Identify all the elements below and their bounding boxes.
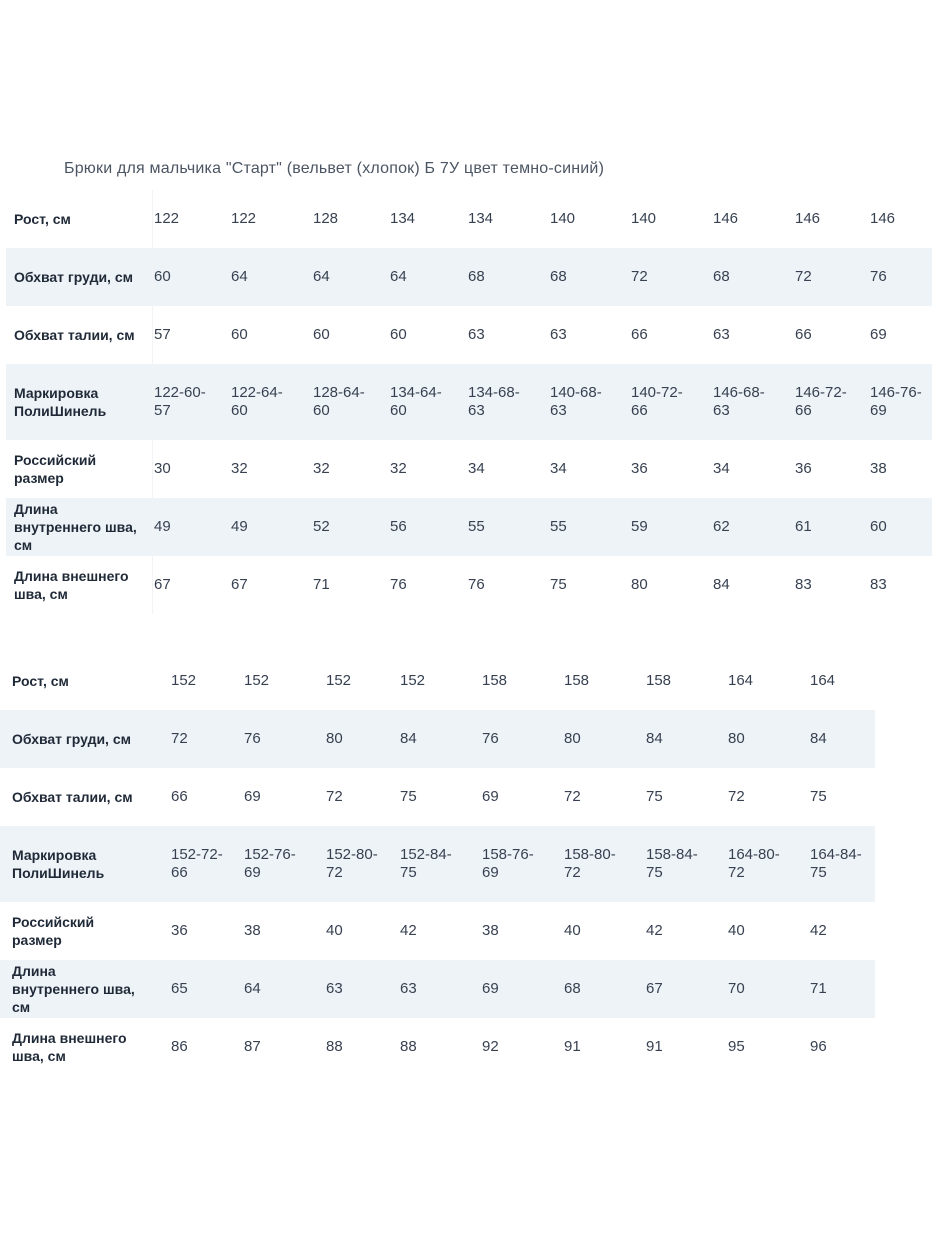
table-cell: 87 bbox=[244, 1038, 261, 1055]
table-cell: 36 bbox=[795, 460, 812, 477]
table-cell: 71 bbox=[313, 576, 330, 593]
table-row bbox=[0, 652, 875, 710]
table-cell: 164 bbox=[728, 672, 754, 689]
row-header: Маркировка ПолиШинель bbox=[14, 385, 107, 419]
size-table-1 bbox=[6, 190, 932, 614]
table-cell: 88 bbox=[326, 1038, 343, 1055]
table-cell: 152-84- 75 bbox=[400, 846, 452, 881]
table-row bbox=[0, 710, 875, 768]
table-cell: 146 bbox=[795, 210, 821, 227]
table-cell: 122 bbox=[154, 210, 180, 227]
table-cell: 49 bbox=[231, 518, 248, 535]
table-cell: 152 bbox=[244, 672, 270, 689]
table-cell: 152 bbox=[326, 672, 352, 689]
table-cell: 66 bbox=[171, 788, 188, 805]
table-cell: 60 bbox=[390, 326, 407, 343]
table-cell: 84 bbox=[646, 730, 663, 747]
table-cell: 91 bbox=[646, 1038, 663, 1055]
table-cell: 68 bbox=[468, 268, 485, 285]
table-row bbox=[6, 306, 932, 364]
table-cell: 158-76- 69 bbox=[482, 846, 534, 881]
row-header: Обхват талии, см bbox=[12, 789, 133, 805]
table-cell: 64 bbox=[244, 980, 261, 997]
table-cell: 75 bbox=[810, 788, 827, 805]
table-cell: 66 bbox=[795, 326, 812, 343]
table-cell: 76 bbox=[390, 576, 407, 593]
table-row bbox=[0, 960, 875, 1018]
table-cell: 60 bbox=[231, 326, 248, 343]
table-cell: 128-64- 60 bbox=[313, 384, 365, 419]
table-row bbox=[6, 440, 932, 498]
table-cell: 64 bbox=[231, 268, 248, 285]
table-cell: 72 bbox=[728, 788, 745, 805]
table-cell: 83 bbox=[870, 576, 887, 593]
table-cell: 34 bbox=[713, 460, 730, 477]
table-cell: 67 bbox=[231, 576, 248, 593]
table-cell: 60 bbox=[313, 326, 330, 343]
table-cell: 49 bbox=[154, 518, 171, 535]
table-cell: 86 bbox=[171, 1038, 188, 1055]
table-cell: 158 bbox=[564, 672, 590, 689]
table-cell: 84 bbox=[713, 576, 730, 593]
table-cell: 36 bbox=[631, 460, 648, 477]
row-header: Маркировка ПолиШинель bbox=[12, 847, 105, 881]
table-cell: 134-68- 63 bbox=[468, 384, 520, 419]
table-cell: 60 bbox=[870, 518, 887, 535]
row-header: Обхват груди, см bbox=[14, 269, 133, 285]
table-cell: 40 bbox=[564, 922, 581, 939]
row-header: Обхват груди, см bbox=[12, 731, 131, 747]
table-cell: 38 bbox=[244, 922, 261, 939]
table-cell: 84 bbox=[810, 730, 827, 747]
table-cell: 152-76- 69 bbox=[244, 846, 296, 881]
table-cell: 61 bbox=[795, 518, 812, 535]
row-header: Рост, см bbox=[14, 211, 71, 227]
table-cell: 68 bbox=[564, 980, 581, 997]
table-cell: 140-68- 63 bbox=[550, 384, 602, 419]
table-cell: 72 bbox=[326, 788, 343, 805]
table-cell: 84 bbox=[400, 730, 417, 747]
table-cell: 36 bbox=[171, 922, 188, 939]
table-cell: 122-64- 60 bbox=[231, 384, 283, 419]
table-cell: 76 bbox=[870, 268, 887, 285]
table-cell: 42 bbox=[810, 922, 827, 939]
table-cell: 72 bbox=[171, 730, 188, 747]
table-cell: 63 bbox=[468, 326, 485, 343]
table-cell: 72 bbox=[631, 268, 648, 285]
table-cell: 88 bbox=[400, 1038, 417, 1055]
table-cell: 64 bbox=[390, 268, 407, 285]
table-cell: 30 bbox=[154, 460, 171, 477]
table-cell: 69 bbox=[482, 980, 499, 997]
table-row bbox=[6, 190, 932, 248]
table-cell: 158-80- 72 bbox=[564, 846, 616, 881]
table-cell: 40 bbox=[728, 922, 745, 939]
table-cell: 83 bbox=[795, 576, 812, 593]
table-cell: 75 bbox=[646, 788, 663, 805]
table-cell: 80 bbox=[564, 730, 581, 747]
table-cell: 62 bbox=[713, 518, 730, 535]
table-cell: 164-84- 75 bbox=[810, 846, 862, 881]
table-cell: 55 bbox=[468, 518, 485, 535]
table-cell: 146-68- 63 bbox=[713, 384, 765, 419]
table-cell: 38 bbox=[870, 460, 887, 477]
row-header: Длина внешнего шва, см bbox=[14, 568, 129, 602]
table-cell: 32 bbox=[231, 460, 248, 477]
table-cell: 56 bbox=[390, 518, 407, 535]
table-cell: 128 bbox=[313, 210, 339, 227]
row-header: Российский размер bbox=[14, 452, 97, 486]
table-cell: 164-80- 72 bbox=[728, 846, 780, 881]
table-cell: 68 bbox=[713, 268, 730, 285]
table-cell: 76 bbox=[244, 730, 261, 747]
table-cell: 67 bbox=[154, 576, 171, 593]
table-cell: 75 bbox=[550, 576, 567, 593]
table-cell: 146-76- 69 bbox=[870, 384, 922, 419]
table-row bbox=[0, 902, 875, 960]
table-cell: 80 bbox=[631, 576, 648, 593]
table-cell: 140 bbox=[550, 210, 576, 227]
table-row bbox=[0, 768, 875, 826]
table-cell: 40 bbox=[326, 922, 343, 939]
table-cell: 52 bbox=[313, 518, 330, 535]
row-header: Длина внутреннего шва, см bbox=[14, 501, 137, 553]
table-cell: 146 bbox=[870, 210, 896, 227]
table-cell: 95 bbox=[728, 1038, 745, 1055]
table-cell: 158-84- 75 bbox=[646, 846, 698, 881]
table-cell: 134-64- 60 bbox=[390, 384, 442, 419]
table-cell: 65 bbox=[171, 980, 188, 997]
table-cell: 72 bbox=[564, 788, 581, 805]
table-cell: 32 bbox=[313, 460, 330, 477]
table-cell: 32 bbox=[390, 460, 407, 477]
table-cell: 122 bbox=[231, 210, 257, 227]
table-cell: 80 bbox=[728, 730, 745, 747]
row-header: Длина внутреннего шва, см bbox=[12, 963, 135, 1015]
table-cell: 146 bbox=[713, 210, 739, 227]
table-cell: 72 bbox=[795, 268, 812, 285]
table-cell: 158 bbox=[482, 672, 508, 689]
table-cell: 64 bbox=[313, 268, 330, 285]
table-cell: 152 bbox=[400, 672, 426, 689]
table-row bbox=[6, 498, 932, 556]
table-cell: 68 bbox=[550, 268, 567, 285]
table-cell: 38 bbox=[482, 922, 499, 939]
table-cell: 63 bbox=[550, 326, 567, 343]
table-cell: 80 bbox=[326, 730, 343, 747]
row-header: Рост, см bbox=[12, 673, 69, 689]
table-cell: 34 bbox=[550, 460, 567, 477]
table-cell: 57 bbox=[154, 326, 171, 343]
table-cell: 152 bbox=[171, 672, 197, 689]
table-cell: 69 bbox=[482, 788, 499, 805]
table-cell: 96 bbox=[810, 1038, 827, 1055]
table-cell: 42 bbox=[400, 922, 417, 939]
table-cell: 152-72- 66 bbox=[171, 846, 223, 881]
table-cell: 76 bbox=[482, 730, 499, 747]
table-cell: 59 bbox=[631, 518, 648, 535]
table-cell: 69 bbox=[870, 326, 887, 343]
table-cell: 140 bbox=[631, 210, 657, 227]
table-cell: 134 bbox=[468, 210, 494, 227]
row-header: Длина внешнего шва, см bbox=[12, 1030, 127, 1064]
table-cell: 66 bbox=[631, 326, 648, 343]
table-cell: 152-80- 72 bbox=[326, 846, 378, 881]
table-cell: 91 bbox=[564, 1038, 581, 1055]
page-title: Брюки для мальчика "Старт" (вельвет (хлопок) Б 7У цвет темно-синий) bbox=[64, 160, 605, 177]
table-cell: 134 bbox=[390, 210, 416, 227]
column-divider bbox=[152, 190, 153, 614]
table-cell: 34 bbox=[468, 460, 485, 477]
table-cell: 75 bbox=[400, 788, 417, 805]
table-cell: 146-72- 66 bbox=[795, 384, 847, 419]
table-cell: 92 bbox=[482, 1038, 499, 1055]
table-cell: 69 bbox=[244, 788, 261, 805]
table-row bbox=[6, 248, 932, 306]
table-cell: 55 bbox=[550, 518, 567, 535]
row-header: Российский размер bbox=[12, 914, 95, 948]
table-cell: 70 bbox=[728, 980, 745, 997]
table-cell: 63 bbox=[713, 326, 730, 343]
table-cell: 67 bbox=[646, 980, 663, 997]
row-header: Обхват талии, см bbox=[14, 327, 135, 343]
table-cell: 42 bbox=[646, 922, 663, 939]
size-table-2 bbox=[0, 652, 875, 1076]
table-cell: 122-60- 57 bbox=[154, 384, 206, 419]
table-cell: 71 bbox=[810, 980, 827, 997]
table-cell: 158 bbox=[646, 672, 672, 689]
table-cell: 63 bbox=[400, 980, 417, 997]
table-cell: 63 bbox=[326, 980, 343, 997]
table-cell: 76 bbox=[468, 576, 485, 593]
table-row bbox=[0, 1018, 875, 1076]
table-row bbox=[6, 364, 932, 440]
table-row bbox=[0, 826, 875, 902]
table-row bbox=[6, 556, 932, 614]
table-cell: 164 bbox=[810, 672, 836, 689]
table-cell: 60 bbox=[154, 268, 171, 285]
table-cell: 140-72- 66 bbox=[631, 384, 683, 419]
